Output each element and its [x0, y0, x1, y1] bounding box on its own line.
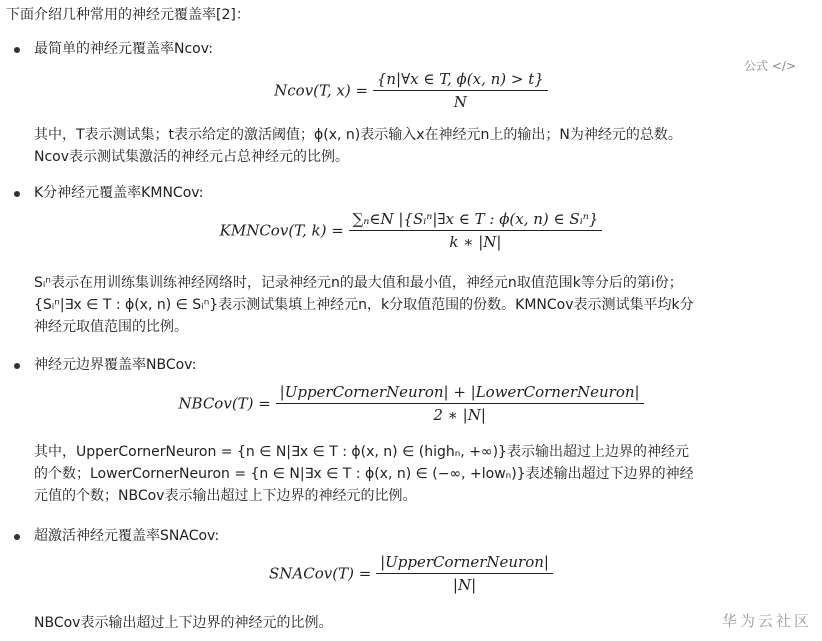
formula-numerator: |UpperCornerNeuron|	[376, 553, 553, 574]
watermark-logo-text: 华为云社区	[721, 612, 812, 630]
formula-numerator: |UpperCornerNeuron| + |LowerCornerNeuron|	[276, 383, 644, 404]
description-line: 其中，T表示测试集；t表示给定的激活阈值；ϕ(x, n)表示输入x在神经元n上的输出；N为神经元的总数。	[34, 127, 682, 143]
formula-nbcov	[0, 383, 822, 424]
formula-lhs: SNACov(T) =	[269, 564, 372, 583]
formula-ncov	[0, 70, 822, 111]
formula-denominator: N	[453, 93, 467, 111]
formula-fraction	[373, 70, 548, 111]
description-line: 神经元取值范围的比例。	[34, 319, 188, 335]
formula-fraction	[376, 553, 553, 594]
item-title-nbcov: 神经元边界覆盖率NBCov:	[34, 357, 197, 373]
item-description-ncov	[34, 124, 682, 168]
formula-numerator: {n|∀x ∈ T, ϕ(x, n) > t}	[373, 70, 548, 91]
description-line: Sᵢⁿ表示在用训练集训练神经网络时，记录神经元n的最大值和最小值，神经元n取值范围k等分后的第i份；	[34, 275, 683, 291]
formula-lhs: Ncov(T, x) =	[274, 81, 369, 100]
item-title-kmncov: K分神经元覆盖率KMNCov:	[34, 185, 204, 201]
formula-snacov	[0, 553, 822, 594]
item-title-snacov: 超激活神经元覆盖率SNACov:	[34, 528, 220, 544]
description-line: {Sᵢⁿ|∃x ∈ T : ϕ(x, n) ∈ Sᵢⁿ}表示测试集填上神经元n，k分取值范围的份数。KMNCov表示测试集平均k分	[34, 297, 694, 313]
formula-denominator: |N|	[452, 576, 477, 594]
description-line: 元值的个数；NBCov表示输出超过上下边界的神经元的比例。	[34, 488, 417, 504]
formula-kmncov	[0, 210, 822, 251]
formula-lhs: NBCov(T) =	[178, 394, 271, 413]
item-description-nbcov	[34, 441, 694, 507]
description-line: 的个数；LowerCornerNeuron = {n ∈ N|∃x ∈ T : ϕ(x, n) ∈ (−∞, +lowₙ)}表述输出超过下边界的神经	[34, 466, 694, 482]
formula-badge[interactable]: 公式 </>	[744, 59, 796, 73]
bullet-dot	[14, 363, 20, 369]
formula-lhs: KMNCov(T, k) =	[219, 221, 344, 240]
description-line: NBCov表示输出超过上下边界的神经元的比例。	[34, 615, 333, 631]
bullet-dot	[14, 534, 20, 540]
item-title-ncov: 最简单的神经元覆盖率Ncov:	[34, 41, 213, 57]
intro-text: 下面介绍几种常用的神经元覆盖率[2]：	[6, 7, 250, 23]
description-line: Ncov表示测试集激活的神经元占总神经元的比例。	[34, 149, 350, 165]
bullet-dot	[14, 191, 20, 197]
bullet-dot	[14, 47, 20, 53]
item-description-kmncov	[34, 272, 694, 338]
formula-denominator: 2 ∗ |N|	[433, 406, 486, 424]
description-line: 其中，UpperCornerNeuron = {n ∈ N|∃x ∈ T : ϕ(x, n) ∈ (highₙ, +∞)}表示输出超过上边界的神经元	[34, 444, 689, 460]
formula-fraction	[349, 210, 603, 251]
formula-fraction	[276, 383, 644, 424]
formula-numerator: ∑ₙ∈N |{Sᵢⁿ|∃x ∈ T : ϕ(x, n) ∈ Sᵢⁿ}	[349, 210, 603, 231]
formula-denominator: k ∗ |N|	[449, 233, 502, 251]
item-description-snacov	[34, 612, 332, 634]
